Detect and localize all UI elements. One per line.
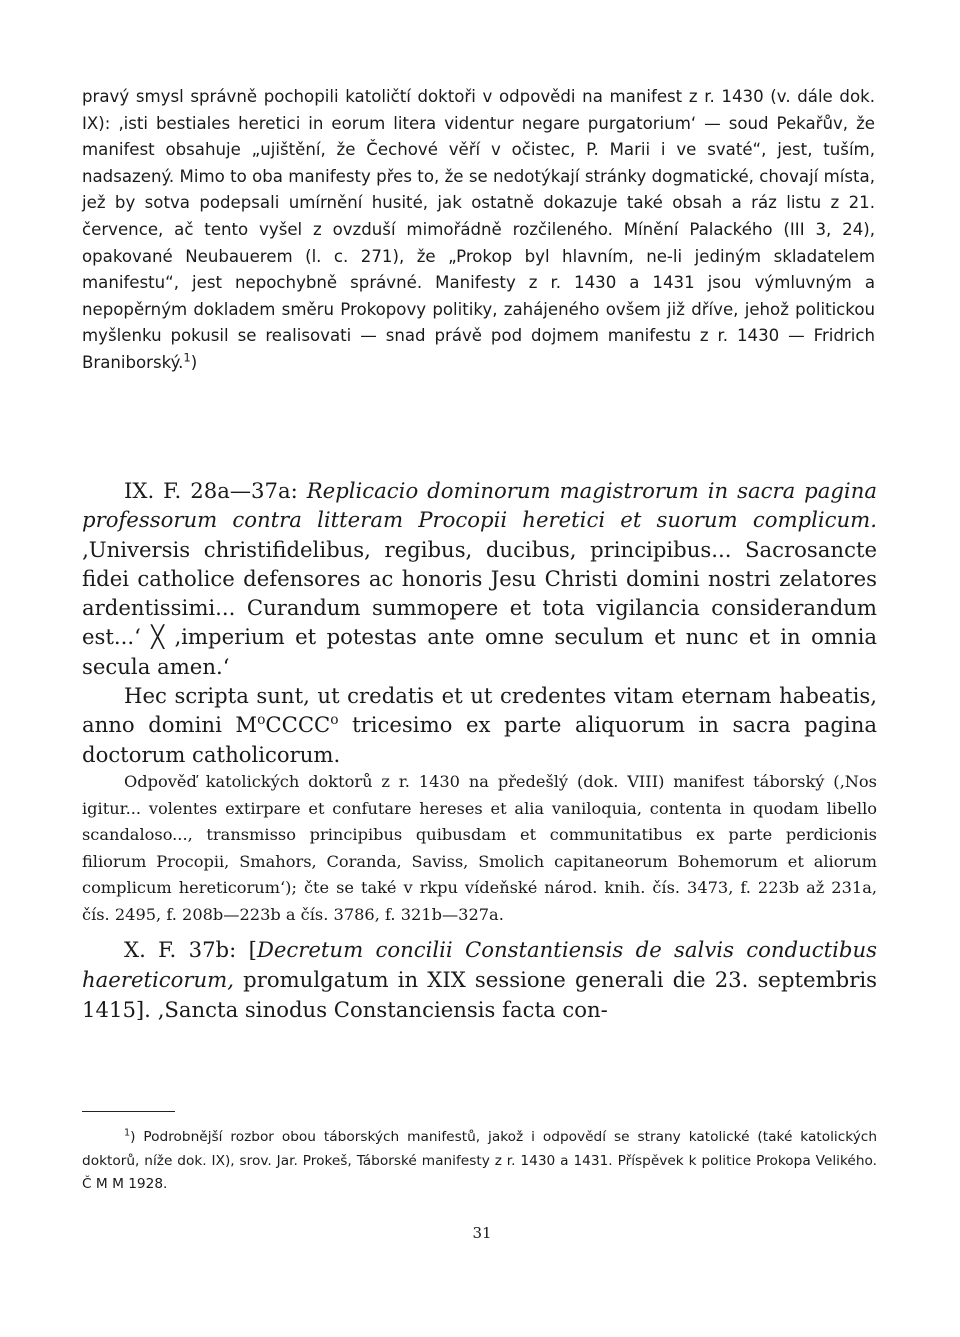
page-number: 31 [472,1224,492,1242]
intro-close: ) [190,352,198,372]
footnote-reference[interactable]: 1 [183,350,191,365]
document-ix-commentary: Odpověď katolických doktorů z r. 1430 na předešlý (dok. VIII) manifest táborský (‚Nos igitur... volentes extirpare et confutare hereses et alia vaniloquia, contenta in quodam libello scandaloso..., transmisso principibus quibusdam et communitatibus ex parte perdicionis filiorum Procopii, Smahors, Coranda, Saviss, Smolich capitaneorum Bohemorum et aliorum complicum hereticorum‘); čte se také v rkpu vídeňské národ. knih. čís. 3473, f. 223b až 231a, čís. 2495, f. 208b—223b a čís. 3786, f. 321b—327a. [82,772,877,924]
superscript-o: o [330,712,339,729]
footnote-divider [82,1111,175,1112]
intro-paragraph [82,84,875,377]
document-ix [82,476,877,769]
closing-text-b: CCCC [265,712,331,738]
document-ix-title: Replicacio dominorum magistrorum in sacra pagina professorum contra litteram Procopii heretici et suorum complicum. [82,478,877,533]
footnote-marker: 1 [124,1127,131,1139]
document-x-body: promulgatum in XIX sessione generali die 23. septembris 1415]. ‚Sancta sinodus Constanciensis facta con- [82,967,877,1022]
intro-text: pravý smysl správně pochopili katoličtí doktoři v odpovědi na manifest z r. 1430 (v. dále dok. IX): ‚isti bestiales heretici in eorum litera videntur negare purgatorium‘ — soud Pekařův, že manifest obsahuje „ujištění, že Čechové věří v očistec, P. Marii i ve svaté“, jest, tuším, nadsazený. Mimo to oba manifesty přes to, že se nedotýkají stránky dogmatické, chovají místa, jež by sotva podepsali umírnění husité, jak ostatně dokazuje také obsah a ráz listu z 21. července, ač tento vyšel z ovzduší mimořádně rozčileného. Mínění Palackého (III 3, 24), opakované Neubauerem (l. c. 271), že „Prokop byl hlavním, ne-li jediným skladatelem manifestu“, jest nepochybně správné. Manifesty z r. 1430 a 1431 jsou výmluvným a nepopěrným dokladem směru Prokopovy politiky, zahájeného ovšem již dříve, jehož politickou myšlenku pokusil se realisovati — snad právě pod dojmem manifestu z r. 1430 — Fridrich Braniborský. [82,87,875,372]
document-ix-body: ‚Universis christifidelibus, regibus, ducibus, principibus... Sacrosancte fidei catholice defensores ac honoris Jesu Christi domini nostri zelatores ardentissimi... Curandum summopere et tota vigilancia considerandum est...‘ ╳ ‚imperium et potestas ante omne seculum et nunc et in omnia secula amen.‘ [82,536,877,679]
footnote-text: ) Podrobnější rozbor obou táborských manifestů, jakož i odpovědí se strany katolické (také katolických doktorů, níže dok. IX), srov. Jar. Prokeš, Táborské manifesty z r. 1430 a 1431. Příspěvek k politice Prokopa Velikého. Č M M 1928. [82,1129,877,1192]
closing-text-a: Hec scripta sunt, ut credatis et ut credentes vitam eternam habeatis, anno domini M [82,683,877,738]
document-x-title: Decretum concilii Constantiensis de salvis conductibus haereticorum, [82,937,877,992]
document-ix-paragraph [82,476,877,681]
document-x [82,935,877,1025]
closing-text-c: tricesimo ex parte aliquorum in sacra pagina doctorum catholicorum. [82,712,877,767]
document-ix-heading: IX. F. 28a—37a: [124,478,307,503]
document-x-heading: X. F. 37b: [ [124,937,257,962]
footnote [82,1126,877,1197]
document-ix-closing [82,681,877,769]
document-x-paragraph [82,935,877,1025]
superscript-o: o [257,712,266,729]
